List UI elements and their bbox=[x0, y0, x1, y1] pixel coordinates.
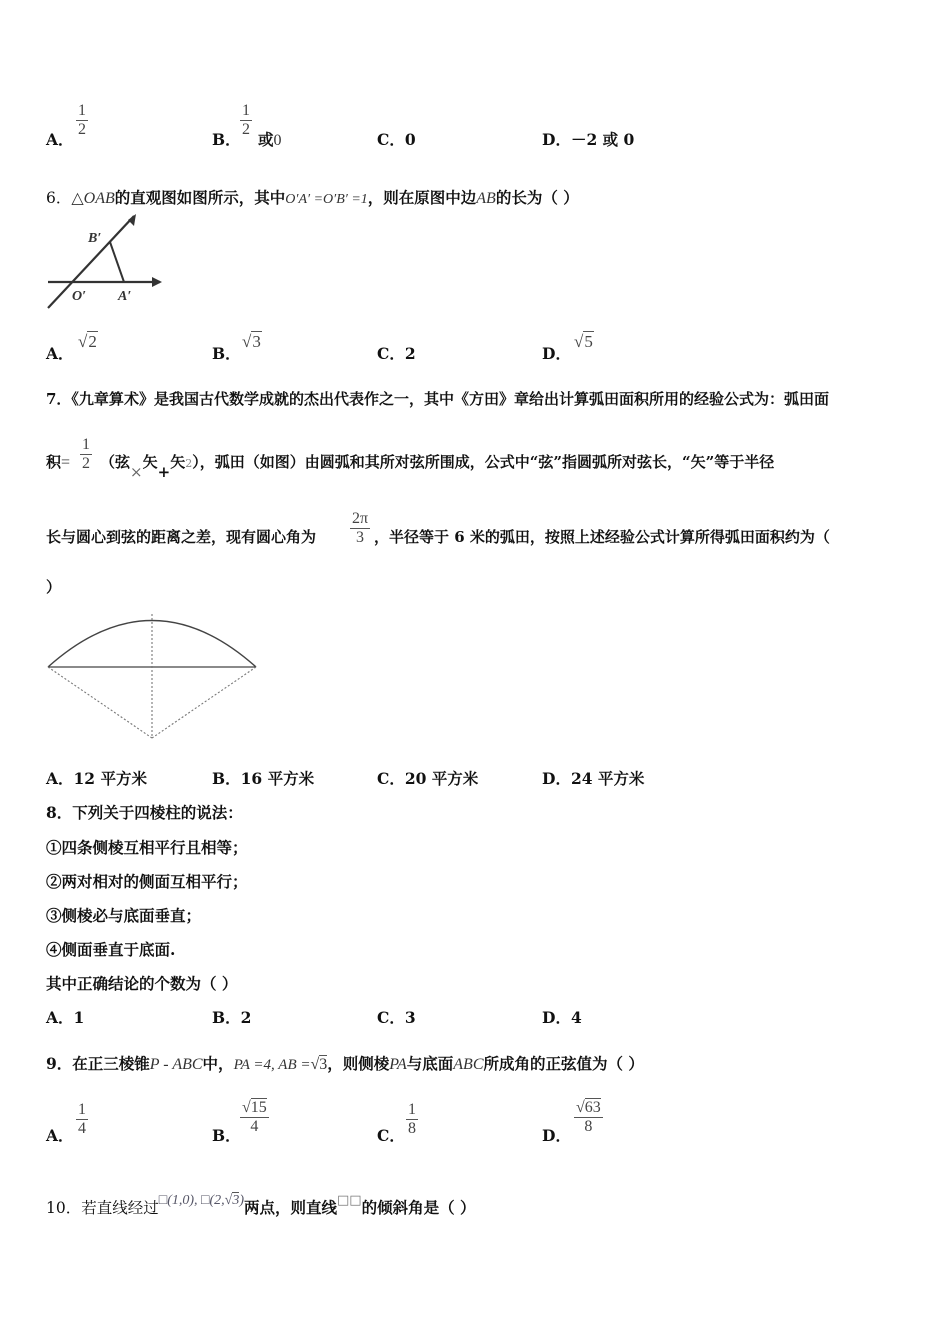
q9-a-fraction: 1 4 bbox=[78, 1101, 86, 1137]
q7-option-b: B．16 平方米 bbox=[212, 769, 315, 788]
q8-option-a: A．1 bbox=[46, 1008, 85, 1027]
radius-right bbox=[152, 667, 256, 738]
q7-line-2b: （弦×矢+矢2），弧田（如图）由圆弧和其所对弦所围成，公式中“弦”指圆弧所对弦长，“矢”等于半径 bbox=[100, 453, 775, 481]
q7-line-2a: 积= bbox=[46, 453, 71, 471]
q7-half-fraction: 1 2 bbox=[82, 436, 90, 472]
q8-statement-1: ①四条侧棱互相平行且相等； bbox=[46, 838, 248, 857]
q5-b-fraction: 1 2 bbox=[242, 102, 250, 138]
q7-option-d: D．24 平方米 bbox=[542, 769, 645, 788]
label-o: O′ bbox=[72, 289, 87, 304]
q9-d-fraction: √63 8 bbox=[576, 1099, 601, 1135]
q8-option-c: C．3 bbox=[377, 1008, 416, 1027]
q5-a-num: 1 bbox=[78, 102, 86, 119]
q5-a-den: 2 bbox=[78, 121, 86, 138]
q8-title: 8．下列关于四棱柱的说法： bbox=[46, 803, 243, 822]
q9-c-fraction: 1 8 bbox=[408, 1101, 416, 1137]
q9-option-d: D． bbox=[542, 1126, 571, 1145]
q9-b-fraction: √15 4 bbox=[242, 1099, 267, 1135]
label-a: A′ bbox=[118, 289, 132, 304]
q6-option-c: C．2 bbox=[377, 344, 416, 363]
q6-b-radical: √3 bbox=[242, 332, 261, 351]
q5-option-d: D．－2 或 0 bbox=[542, 130, 635, 149]
q6-option-a: A． bbox=[46, 344, 74, 363]
q6-d-radical: √5 bbox=[574, 332, 593, 351]
q7-option-c: C．20 平方米 bbox=[377, 769, 479, 788]
q6-stem: 6．△OAB的直观图如图所示，其中O′A′ =O′B′ =1，则在原图中边AB的长为（ ） bbox=[46, 188, 579, 207]
y-axis-arrow-icon bbox=[128, 214, 136, 226]
x-axis-arrow-icon bbox=[152, 277, 162, 287]
q9-option-c: C． bbox=[377, 1126, 405, 1145]
label-b: B′ bbox=[88, 231, 102, 246]
q6-a-radical: √2 bbox=[78, 332, 97, 351]
q5-option-b: B． bbox=[212, 130, 241, 149]
q6-figure bbox=[44, 212, 169, 312]
q5-option-a: A． bbox=[46, 130, 74, 149]
q5-a-fraction bbox=[76, 102, 88, 139]
q7-line-1: 7．《九章算术》是我国古代数学成就的杰出代表作之一，其中《方田》章给出计算弧田面积所用的经验公式为：弧田面 bbox=[46, 390, 829, 408]
q7-line-3a: 长与圆心到弦的距离之差，现有圆心角为 bbox=[46, 528, 317, 546]
q9-option-a: A． bbox=[46, 1126, 74, 1145]
q8-statement-3: ③侧棱必与底面垂直； bbox=[46, 906, 202, 925]
q6-option-d: D． bbox=[542, 344, 571, 363]
q7-option-a: A．12 平方米 bbox=[46, 769, 147, 788]
q5-option-c: C．0 bbox=[377, 130, 416, 149]
radius-left bbox=[48, 667, 152, 738]
q9-stem: 9．在正三棱锥P - ABC中，PA =4, AB =√3，则侧棱PA与底面ABC所成角的正弦值为（ ） bbox=[46, 1054, 644, 1073]
q8-option-d: D．4 bbox=[542, 1008, 582, 1027]
q7-line-3b: ，半径等于 6 米的弧田，按照上述经验公式计算所得弧田面积约为（ bbox=[374, 528, 830, 546]
q7-angle-fraction: 2π 3 bbox=[352, 510, 369, 546]
segment-ab bbox=[110, 242, 124, 282]
q7-arc-figure bbox=[44, 608, 260, 742]
q8-statement-2: ②两对相对的侧面互相平行； bbox=[46, 872, 248, 891]
q6-option-b: B． bbox=[212, 344, 241, 363]
q8-option-b: B．2 bbox=[212, 1008, 252, 1027]
q7-line-4: ） bbox=[46, 578, 62, 596]
q5-b-suffix: 或0 bbox=[258, 130, 282, 149]
q8-question: 其中正确结论的个数为（ ） bbox=[46, 974, 238, 993]
q10-stem: 10．若直线经过□(1,0), □(2,√3)两点，则直线□□的倾斜角是（ ） bbox=[46, 1193, 476, 1217]
q8-statement-4: ④侧面垂直于底面. bbox=[46, 940, 176, 959]
q9-option-b: B． bbox=[212, 1126, 241, 1145]
